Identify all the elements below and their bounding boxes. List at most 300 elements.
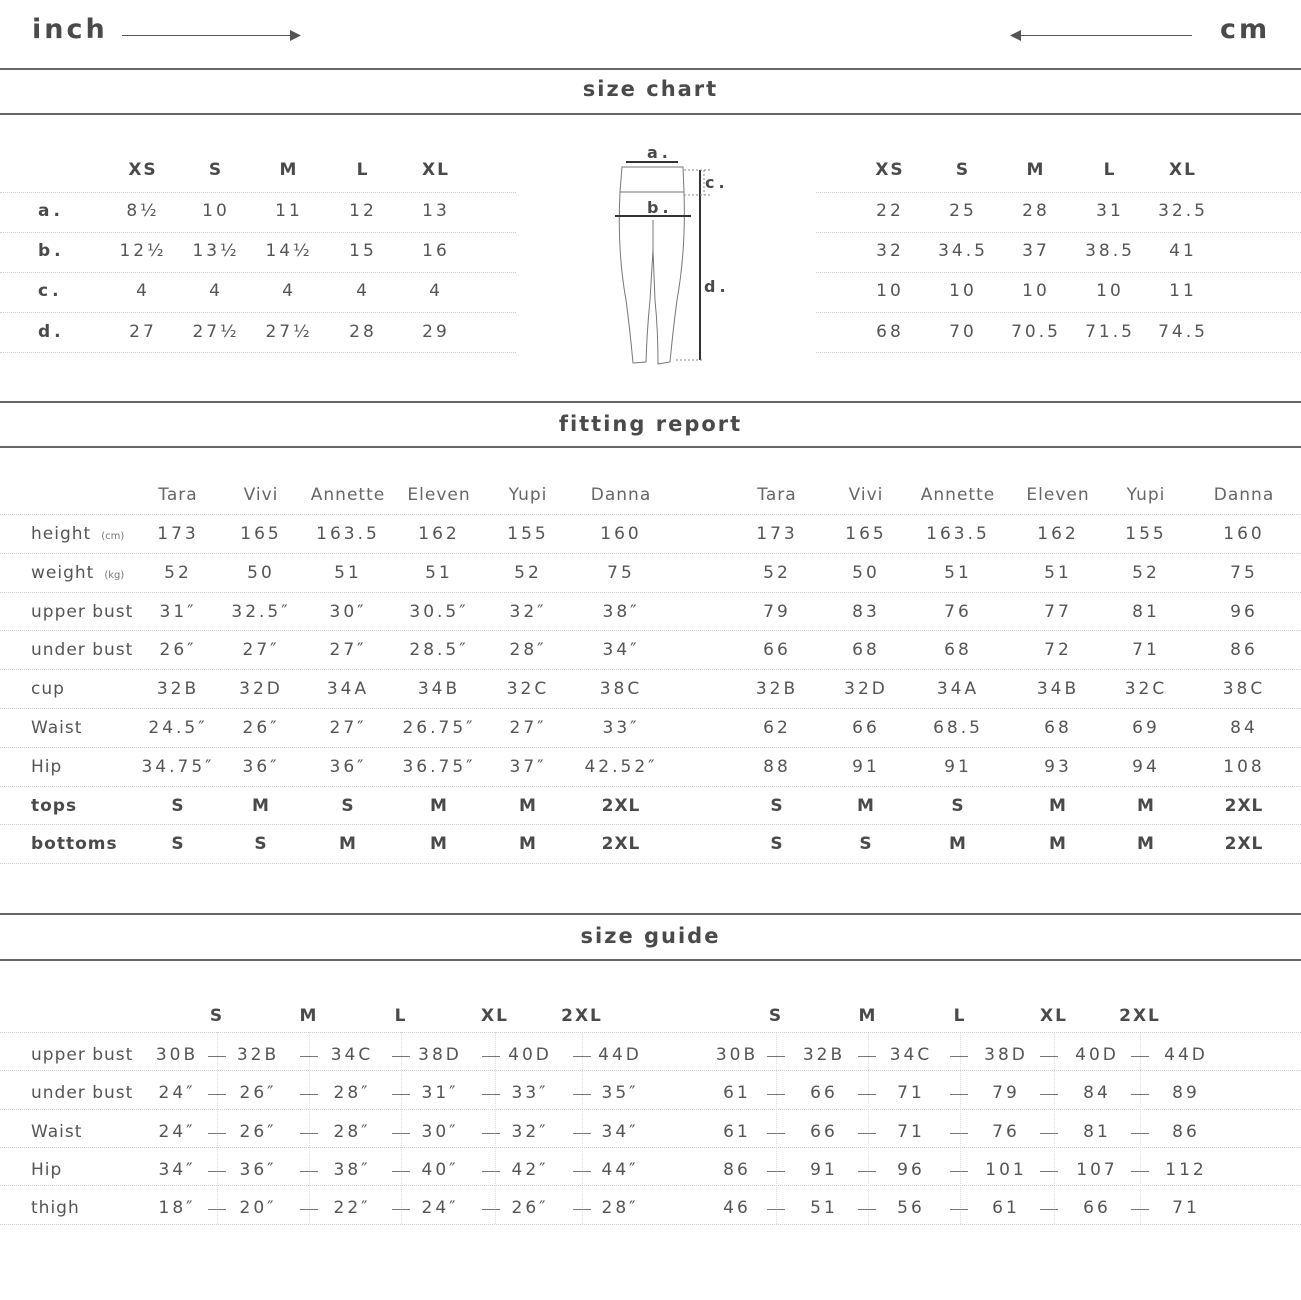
- fitting-cell-inch: 36″: [242, 757, 280, 777]
- guide-cell-cm: 89: [1172, 1083, 1200, 1103]
- fitting-cell-cm: 50: [852, 563, 880, 583]
- row-divider: [0, 824, 1301, 825]
- guide-cell-cm: 76: [992, 1122, 1020, 1142]
- fitting-cell-cm: 162: [1037, 524, 1079, 544]
- size-chart-cell-cm: 71.5: [1085, 322, 1135, 342]
- guide-cell-inch: 44D: [598, 1045, 642, 1065]
- fitting-row-label-text: tops: [31, 796, 78, 816]
- fitting-cell-inch: 2XL: [601, 796, 641, 816]
- size-chart-cell-cm: 68: [876, 322, 904, 342]
- fitting-cell-cm: 71: [1132, 640, 1160, 660]
- range-dash-icon: [482, 1133, 500, 1134]
- fitting-cell-inch: 160: [600, 524, 642, 544]
- range-dash-icon: [482, 1056, 500, 1057]
- size-chart-cell-inch: 29: [422, 322, 450, 342]
- size-chart-cell-cm: 32: [876, 241, 904, 261]
- guide-size-header-inch: S: [209, 1006, 225, 1026]
- guide-cell-cm: 40D: [1075, 1045, 1119, 1065]
- column-divider: [582, 1032, 583, 1224]
- guide-size-header-cm: M: [858, 1006, 878, 1026]
- size-chart-cell-inch: 12: [349, 201, 377, 221]
- guide-cell-inch: 42″: [511, 1160, 549, 1180]
- guide-cell-inch: 34″: [158, 1160, 196, 1180]
- range-dash-icon: [482, 1209, 500, 1210]
- fitting-cell-cm: M: [1137, 834, 1155, 854]
- range-dash-icon: [858, 1133, 876, 1134]
- fitting-cell-inch: 30″: [329, 602, 367, 622]
- fitting-cell-cm: 32C: [1124, 679, 1168, 699]
- fitting-cell-inch: 26.75″: [402, 718, 476, 738]
- column-divider: [1140, 1032, 1141, 1224]
- guide-cell-cm: 61: [723, 1083, 751, 1103]
- guide-cell-cm: 96: [897, 1160, 925, 1180]
- fitting-cell-inch: 26″: [242, 718, 280, 738]
- fitting-cell-cm: 79: [763, 602, 791, 622]
- size-chart-cell-inch: 8½: [126, 201, 160, 221]
- size-header-inch: S: [208, 160, 224, 180]
- range-dash-icon: [1131, 1094, 1149, 1095]
- guide-cell-cm: 66: [810, 1122, 838, 1142]
- left-arrow-icon: [1018, 35, 1192, 36]
- fitting-cell-cm: 84: [1230, 718, 1258, 738]
- fitting-cell-inch: 173: [157, 524, 199, 544]
- fitting-cell-inch: 52: [514, 563, 542, 583]
- fitting-cell-inch: 26″: [159, 640, 197, 660]
- diagram-label-b: b.: [647, 198, 673, 217]
- guide-cell-inch: 24″: [158, 1122, 196, 1142]
- guide-row-label: thigh: [31, 1198, 80, 1218]
- fitting-cell-cm: 165: [845, 524, 887, 544]
- row-divider: [0, 1109, 1301, 1110]
- size-chart-cell-cm: 28: [1022, 201, 1050, 221]
- section-rule: [0, 913, 1301, 915]
- size-chart-cell-cm: 74.5: [1158, 322, 1208, 342]
- size-chart-cell-cm: 34.5: [938, 241, 988, 261]
- guide-cell-inch: 20″: [239, 1198, 277, 1218]
- size-chart-cell-cm: 70.5: [1011, 322, 1061, 342]
- fitting-cell-inch: 34.75″: [141, 757, 215, 777]
- guide-cell-inch: 32″: [511, 1122, 549, 1142]
- guide-cell-cm: 66: [810, 1083, 838, 1103]
- fitting-row-label-text: bottoms: [31, 834, 118, 854]
- fitting-cell-inch: 2XL: [601, 834, 641, 854]
- range-dash-icon: [208, 1056, 226, 1057]
- fitting-cell-cm: M: [1137, 796, 1155, 816]
- fitting-cell-inch: 33″: [602, 718, 640, 738]
- fitting-cell-inch: 155: [507, 524, 549, 544]
- range-dash-icon: [950, 1209, 968, 1210]
- fitting-cell-cm: 32B: [755, 679, 799, 699]
- fitting-cell-inch: 27″: [329, 640, 367, 660]
- fitting-cell-inch: S: [254, 834, 268, 854]
- range-dash-icon: [573, 1209, 591, 1210]
- fitting-cell-cm: 93: [1044, 757, 1072, 777]
- size-chart-cell-cm: 10: [876, 281, 904, 301]
- guide-cell-cm: 71: [897, 1122, 925, 1142]
- guide-cell-inch: 28″: [601, 1198, 639, 1218]
- fitting-cell-cm: 68: [852, 640, 880, 660]
- row-divider: [0, 1032, 1301, 1033]
- range-dash-icon: [573, 1171, 591, 1172]
- range-dash-icon: [482, 1171, 500, 1172]
- range-dash-icon: [1131, 1056, 1149, 1057]
- row-divider: [0, 747, 1301, 748]
- row-divider: [816, 312, 1301, 313]
- guide-cell-inch: 35″: [601, 1083, 639, 1103]
- fitting-report-title: fitting report: [558, 412, 743, 436]
- model-name-inch: Danna: [590, 485, 652, 505]
- size-chart-cell-inch: 4: [356, 281, 370, 301]
- guide-cell-cm: 79: [992, 1083, 1020, 1103]
- model-name-cm: Tara: [757, 485, 797, 505]
- row-divider: [0, 553, 1301, 554]
- range-dash-icon: [950, 1094, 968, 1095]
- size-header-cm: M: [1026, 160, 1046, 180]
- guide-cell-cm: 38D: [984, 1045, 1028, 1065]
- fitting-row-label: [31, 834, 118, 854]
- range-dash-icon: [1131, 1171, 1149, 1172]
- size-chart-cell-inch: 4: [429, 281, 443, 301]
- range-dash-icon: [300, 1094, 318, 1095]
- fitting-cell-cm: 91: [944, 757, 972, 777]
- right-arrow-icon: [122, 35, 294, 36]
- size-header-cm: XS: [875, 160, 905, 180]
- size-chart-cell-inch: 13½: [192, 241, 240, 261]
- fitting-cell-inch: 38C: [599, 679, 643, 699]
- size-chart-cell-cm: 41: [1169, 241, 1197, 261]
- range-dash-icon: [950, 1171, 968, 1172]
- range-dash-icon: [858, 1209, 876, 1210]
- guide-cell-inch: 32B: [236, 1045, 280, 1065]
- fitting-cell-cm: 88: [763, 757, 791, 777]
- model-name-inch: Vivi: [243, 485, 279, 505]
- size-chart-cell-inch: 4: [136, 281, 150, 301]
- column-divider: [960, 1032, 961, 1224]
- guide-size-header-inch: 2XL: [561, 1006, 603, 1026]
- guide-cell-inch: 36″: [239, 1160, 277, 1180]
- guide-cell-inch: 28″: [333, 1083, 371, 1103]
- column-divider: [868, 1032, 869, 1224]
- row-divider: [0, 592, 1301, 593]
- fitting-cell-cm: 81: [1132, 602, 1160, 622]
- right-arrowhead-icon: [290, 30, 302, 41]
- fitting-row-label: [31, 757, 62, 777]
- row-divider: [816, 232, 1301, 233]
- fitting-cell-inch: 32C: [506, 679, 550, 699]
- guide-cell-inch: 40D: [508, 1045, 552, 1065]
- guide-cell-cm: 71: [897, 1083, 925, 1103]
- guide-cell-cm: 71: [1172, 1198, 1200, 1218]
- row-divider: [0, 232, 516, 233]
- fitting-cell-cm: 94: [1132, 757, 1160, 777]
- guide-size-header-cm: S: [768, 1006, 784, 1026]
- fitting-cell-inch: 27″: [242, 640, 280, 660]
- fitting-cell-cm: 2XL: [1224, 834, 1264, 854]
- guide-cell-inch: 33″: [511, 1083, 549, 1103]
- fitting-cell-cm: 69: [1132, 718, 1160, 738]
- fitting-cell-cm: 91: [852, 757, 880, 777]
- inch-unit-label: inch: [32, 14, 108, 45]
- size-chart-row-label: c.: [38, 281, 63, 301]
- fitting-cell-inch: 32D: [239, 679, 283, 699]
- size-header-inch: XL: [422, 160, 450, 180]
- row-divider: [0, 514, 1301, 515]
- row-divider: [0, 863, 1301, 864]
- fitting-cell-cm: 68: [1044, 718, 1072, 738]
- fitting-cell-cm: 155: [1125, 524, 1167, 544]
- fitting-cell-cm: 72: [1044, 640, 1072, 660]
- diagram-label-a: a.: [647, 143, 672, 162]
- range-dash-icon: [573, 1094, 591, 1095]
- size-chart-cell-cm: 10: [949, 281, 977, 301]
- fitting-cell-inch: 163.5: [316, 524, 380, 544]
- fitting-cell-cm: 163.5: [926, 524, 990, 544]
- size-chart-cell-cm: 10: [1096, 281, 1124, 301]
- size-chart-cell-inch: 11: [275, 201, 303, 221]
- guide-cell-cm: 51: [810, 1198, 838, 1218]
- model-name-inch: Yupi: [508, 485, 548, 505]
- size-chart-cell-inch: 12½: [119, 241, 167, 261]
- size-header-inch: L: [356, 160, 370, 180]
- guide-cell-cm: 46: [723, 1198, 751, 1218]
- guide-size-header-inch: XL: [481, 1006, 509, 1026]
- guide-cell-cm: 44D: [1164, 1045, 1208, 1065]
- fitting-cell-inch: 36.75″: [402, 757, 476, 777]
- range-dash-icon: [858, 1056, 876, 1057]
- fitting-cell-inch: 51: [425, 563, 453, 583]
- guide-cell-inch: 22″: [333, 1198, 371, 1218]
- range-dash-icon: [767, 1133, 785, 1134]
- fitting-cell-inch: 36″: [329, 757, 367, 777]
- fitting-cell-cm: S: [770, 834, 784, 854]
- row-divider: [0, 1224, 1301, 1225]
- fitting-cell-inch: M: [252, 796, 270, 816]
- guide-cell-inch: 26″: [239, 1122, 277, 1142]
- fitting-cell-cm: 86: [1230, 640, 1258, 660]
- range-dash-icon: [1040, 1171, 1058, 1172]
- size-chart-cell-inch: 15: [349, 241, 377, 261]
- column-divider: [1054, 1032, 1055, 1224]
- guide-cell-cm: 81: [1083, 1122, 1111, 1142]
- size-chart-cell-cm: 10: [1022, 281, 1050, 301]
- range-dash-icon: [208, 1209, 226, 1210]
- fitting-cell-inch: 27″: [509, 718, 547, 738]
- guide-row-label: Waist: [31, 1122, 83, 1142]
- fitting-cell-inch: 75: [607, 563, 635, 583]
- size-chart-row-label: b.: [38, 241, 65, 261]
- fitting-cell-cm: 66: [852, 718, 880, 738]
- fitting-cell-cm: 68: [944, 640, 972, 660]
- row-divider: [0, 312, 516, 313]
- range-dash-icon: [392, 1171, 410, 1172]
- size-chart-cell-cm: 25: [949, 201, 977, 221]
- guide-cell-inch: 44″: [601, 1160, 639, 1180]
- size-chart-cell-cm: 11: [1169, 281, 1197, 301]
- size-chart-cell-inch: 13: [422, 201, 450, 221]
- row-divider: [0, 192, 516, 193]
- size-chart-row-label: d.: [38, 322, 65, 342]
- fitting-row-label: [31, 796, 77, 816]
- fitting-cell-cm: 173: [756, 524, 798, 544]
- fitting-cell-cm: M: [949, 834, 967, 854]
- guide-cell-cm: 91: [810, 1160, 838, 1180]
- fitting-cell-inch: 31″: [159, 602, 197, 622]
- fitting-cell-cm: 96: [1230, 602, 1258, 622]
- fitting-cell-cm: 2XL: [1224, 796, 1264, 816]
- fitting-cell-inch: 28″: [509, 640, 547, 660]
- range-dash-icon: [1040, 1056, 1058, 1057]
- fitting-row-label-text: Hip: [31, 757, 63, 777]
- guide-cell-inch: 18″: [158, 1198, 196, 1218]
- row-divider: [0, 786, 1301, 787]
- guide-size-header-cm: 2XL: [1119, 1006, 1161, 1026]
- model-name-inch: Eleven: [407, 485, 471, 505]
- size-guide-title: size guide: [580, 924, 721, 948]
- size-chart-cell-cm: 32.5: [1158, 201, 1208, 221]
- fitting-cell-inch: 32″: [509, 602, 547, 622]
- guide-cell-cm: 86: [723, 1160, 751, 1180]
- range-dash-icon: [767, 1056, 785, 1057]
- fitting-cell-cm: S: [770, 796, 784, 816]
- fitting-row-label: [31, 524, 124, 544]
- range-dash-icon: [950, 1133, 968, 1134]
- fitting-cell-cm: 52: [763, 563, 791, 583]
- size-chart-cell-inch: 27½: [265, 322, 313, 342]
- row-divider: [816, 272, 1301, 273]
- row-divider: [0, 708, 1301, 709]
- range-dash-icon: [208, 1133, 226, 1134]
- row-divider: [0, 352, 516, 353]
- fitting-cell-inch: M: [430, 834, 448, 854]
- guide-cell-inch: 28″: [333, 1122, 371, 1142]
- guide-cell-cm: 107: [1076, 1160, 1118, 1180]
- fitting-row-label-text: under bust: [31, 640, 134, 660]
- section-rule: [0, 113, 1301, 115]
- guide-cell-inch: 30B: [155, 1045, 199, 1065]
- fitting-cell-cm: 52: [1132, 563, 1160, 583]
- size-chart-cell-cm: 70: [949, 322, 977, 342]
- fitting-cell-cm: 38C: [1222, 679, 1266, 699]
- guide-cell-cm: 34C: [889, 1045, 933, 1065]
- fitting-cell-inch: M: [339, 834, 357, 854]
- fitting-cell-cm: S: [859, 834, 873, 854]
- diagram-label-d: d.: [704, 277, 730, 296]
- size-chart-cell-inch: 27: [129, 322, 157, 342]
- size-header-cm: S: [955, 160, 971, 180]
- fitting-cell-cm: 75: [1230, 563, 1258, 583]
- size-chart-cell-inch: 16: [422, 241, 450, 261]
- size-chart-cell-inch: 14½: [265, 241, 313, 261]
- guide-cell-inch: 38D: [418, 1045, 462, 1065]
- fitting-cell-cm: 62: [763, 718, 791, 738]
- fitting-row-label-text: weight: [31, 563, 95, 583]
- guide-cell-cm: 32B: [802, 1045, 846, 1065]
- fitting-cell-inch: 162: [418, 524, 460, 544]
- fitting-cell-inch: 50: [247, 563, 275, 583]
- guide-cell-inch: 30″: [421, 1122, 459, 1142]
- fitting-cell-inch: 24.5″: [148, 718, 208, 738]
- fitting-row-label: [31, 640, 133, 660]
- guide-cell-inch: 26″: [239, 1083, 277, 1103]
- fitting-cell-inch: 34A: [326, 679, 370, 699]
- guide-row-label: upper bust: [31, 1045, 134, 1065]
- fitting-row-label: [31, 679, 65, 699]
- size-chart-cell-cm: 31: [1096, 201, 1124, 221]
- size-chart-cell-cm: 38.5: [1085, 241, 1135, 261]
- guide-cell-inch: 31″: [421, 1083, 459, 1103]
- guide-cell-cm: 84: [1083, 1083, 1111, 1103]
- fitting-cell-cm: 66: [763, 640, 791, 660]
- size-header-inch: M: [279, 160, 299, 180]
- size-chart-cell-inch: 27½: [192, 322, 240, 342]
- model-name-cm: Danna: [1213, 485, 1275, 505]
- range-dash-icon: [300, 1133, 318, 1134]
- column-divider: [309, 1032, 310, 1224]
- guide-cell-inch: 40″: [421, 1160, 459, 1180]
- section-rule: [0, 401, 1301, 403]
- fitting-cell-cm: M: [1049, 796, 1067, 816]
- cm-unit-label: cm: [1220, 14, 1271, 45]
- fitting-cell-inch: 165: [240, 524, 282, 544]
- section-rule: [0, 68, 1301, 70]
- model-name-cm: Annette: [920, 485, 996, 505]
- model-name-cm: Yupi: [1126, 485, 1166, 505]
- guide-size-header-inch: M: [299, 1006, 319, 1026]
- fitting-cell-inch: M: [519, 834, 537, 854]
- size-chart-row-label: a.: [38, 201, 64, 221]
- size-chart-title: size chart: [582, 77, 719, 101]
- guide-cell-inch: 24″: [158, 1083, 196, 1103]
- size-chart-cell-cm: 22: [876, 201, 904, 221]
- range-dash-icon: [573, 1056, 591, 1057]
- row-divider: [0, 272, 516, 273]
- fitting-cell-inch: 52: [164, 563, 192, 583]
- fitting-cell-inch: S: [171, 834, 185, 854]
- guide-cell-cm: 101: [985, 1160, 1027, 1180]
- fitting-cell-inch: M: [519, 796, 537, 816]
- range-dash-icon: [573, 1133, 591, 1134]
- guide-cell-cm: 61: [723, 1122, 751, 1142]
- fitting-cell-cm: 83: [852, 602, 880, 622]
- range-dash-icon: [858, 1171, 876, 1172]
- section-rule: [0, 446, 1301, 448]
- guide-row-label: under bust: [31, 1083, 134, 1103]
- fitting-cell-cm: 34A: [936, 679, 980, 699]
- range-dash-icon: [950, 1056, 968, 1057]
- range-dash-icon: [1040, 1133, 1058, 1134]
- size-chart-cell-inch: 28: [349, 322, 377, 342]
- model-name-cm: Vivi: [848, 485, 884, 505]
- range-dash-icon: [392, 1094, 410, 1095]
- fitting-cell-inch: 51: [334, 563, 362, 583]
- fitting-row-label: [31, 563, 124, 583]
- fitting-cell-cm: 68.5: [933, 718, 983, 738]
- fitting-cell-cm: M: [1049, 834, 1067, 854]
- leggings-outline-icon: [619, 167, 684, 364]
- fitting-row-label-text: Waist: [31, 718, 83, 738]
- guide-cell-cm: 30B: [715, 1045, 759, 1065]
- fitting-cell-inch: 30.5″: [409, 602, 469, 622]
- range-dash-icon: [208, 1171, 226, 1172]
- column-divider: [495, 1032, 496, 1224]
- fitting-row-unit: (kg): [104, 570, 125, 581]
- fitting-row-label-text: upper bust: [31, 602, 134, 622]
- range-dash-icon: [300, 1209, 318, 1210]
- fitting-cell-inch: 34″: [602, 640, 640, 660]
- fitting-cell-cm: 108: [1223, 757, 1265, 777]
- diagram-label-c: c.: [705, 173, 729, 192]
- fitting-cell-inch: 32.5″: [231, 602, 291, 622]
